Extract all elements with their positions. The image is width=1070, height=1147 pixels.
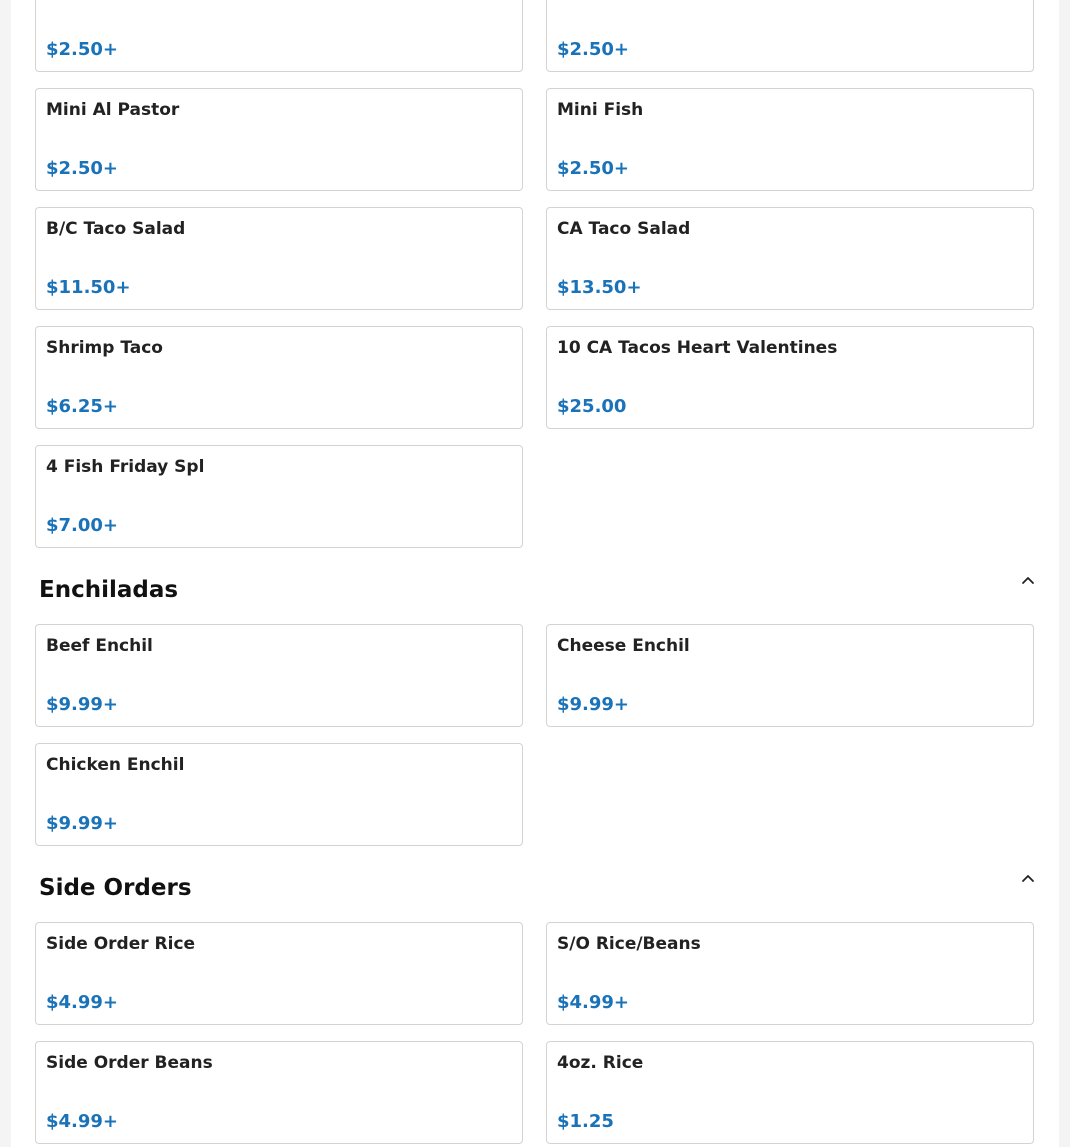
side-orders-items-grid bbox=[35, 922, 1034, 1144]
section-header-enchiladas[interactable] bbox=[39, 571, 1035, 611]
item-name: Beef Enchil bbox=[46, 636, 153, 656]
chevron-up-icon[interactable] bbox=[1021, 573, 1035, 587]
item-name: 4 Fish Friday Spl bbox=[46, 457, 205, 477]
item-name: Side Order Rice bbox=[46, 934, 196, 954]
item-price: $11.50+ bbox=[46, 277, 131, 298]
item-price: $13.50+ bbox=[557, 277, 642, 298]
item-price: $25.00 bbox=[557, 396, 627, 417]
menu-item-card[interactable] bbox=[35, 326, 523, 429]
item-name: Side Order Beans bbox=[46, 1053, 213, 1073]
item-price: $2.50+ bbox=[557, 158, 630, 179]
item-price: $6.25+ bbox=[46, 396, 119, 417]
section-header-side-orders[interactable] bbox=[39, 869, 1035, 909]
menu-item-card[interactable] bbox=[546, 0, 1034, 72]
item-name: Shrimp Taco bbox=[46, 338, 163, 358]
section-title: Side Orders bbox=[39, 875, 192, 901]
item-price: $4.99+ bbox=[46, 1111, 119, 1132]
item-name: Cheese Enchil bbox=[557, 636, 690, 656]
chevron-up-icon[interactable] bbox=[1021, 871, 1035, 885]
item-price: $2.50+ bbox=[46, 158, 119, 179]
item-price: $4.99+ bbox=[557, 992, 630, 1013]
menu-item-card[interactable] bbox=[35, 445, 523, 548]
item-name: CA Taco Salad bbox=[557, 219, 691, 239]
item-price: $9.99+ bbox=[46, 813, 119, 834]
item-price: $2.50+ bbox=[557, 39, 630, 60]
menu-item-card[interactable] bbox=[546, 88, 1034, 191]
menu-item-card[interactable] bbox=[35, 922, 523, 1025]
menu-page bbox=[11, 0, 1059, 1147]
item-price: $9.99+ bbox=[557, 694, 630, 715]
item-price: $4.99+ bbox=[46, 992, 119, 1013]
menu-items-grid bbox=[35, 0, 1034, 548]
menu-item-card[interactable] bbox=[35, 207, 523, 310]
item-name: Mini Al Pastor bbox=[46, 100, 180, 120]
menu-item-card[interactable] bbox=[35, 1041, 523, 1144]
menu-item-card[interactable] bbox=[546, 1041, 1034, 1144]
item-price: $7.00+ bbox=[46, 515, 119, 536]
section-title: Enchiladas bbox=[39, 577, 179, 603]
item-name: Chicken Enchil bbox=[46, 755, 185, 775]
item-name: S/O Rice/Beans bbox=[557, 934, 701, 954]
enchiladas-items-grid bbox=[35, 624, 1034, 846]
item-price: $2.50+ bbox=[46, 39, 119, 60]
menu-item-card[interactable] bbox=[546, 207, 1034, 310]
menu-item-card[interactable] bbox=[546, 624, 1034, 727]
item-name: 10 CA Tacos Heart Valentines bbox=[557, 338, 838, 358]
item-price: $9.99+ bbox=[46, 694, 119, 715]
menu-item-card[interactable] bbox=[35, 0, 523, 72]
item-name: 4oz. Rice bbox=[557, 1053, 644, 1073]
item-price: $1.25 bbox=[557, 1111, 614, 1132]
menu-item-card[interactable] bbox=[546, 922, 1034, 1025]
menu-item-card[interactable] bbox=[35, 88, 523, 191]
item-name: B/C Taco Salad bbox=[46, 219, 186, 239]
menu-item-card[interactable] bbox=[546, 326, 1034, 429]
item-name: Mini Fish bbox=[557, 100, 644, 120]
menu-item-card[interactable] bbox=[35, 624, 523, 727]
menu-item-card[interactable] bbox=[35, 743, 523, 846]
